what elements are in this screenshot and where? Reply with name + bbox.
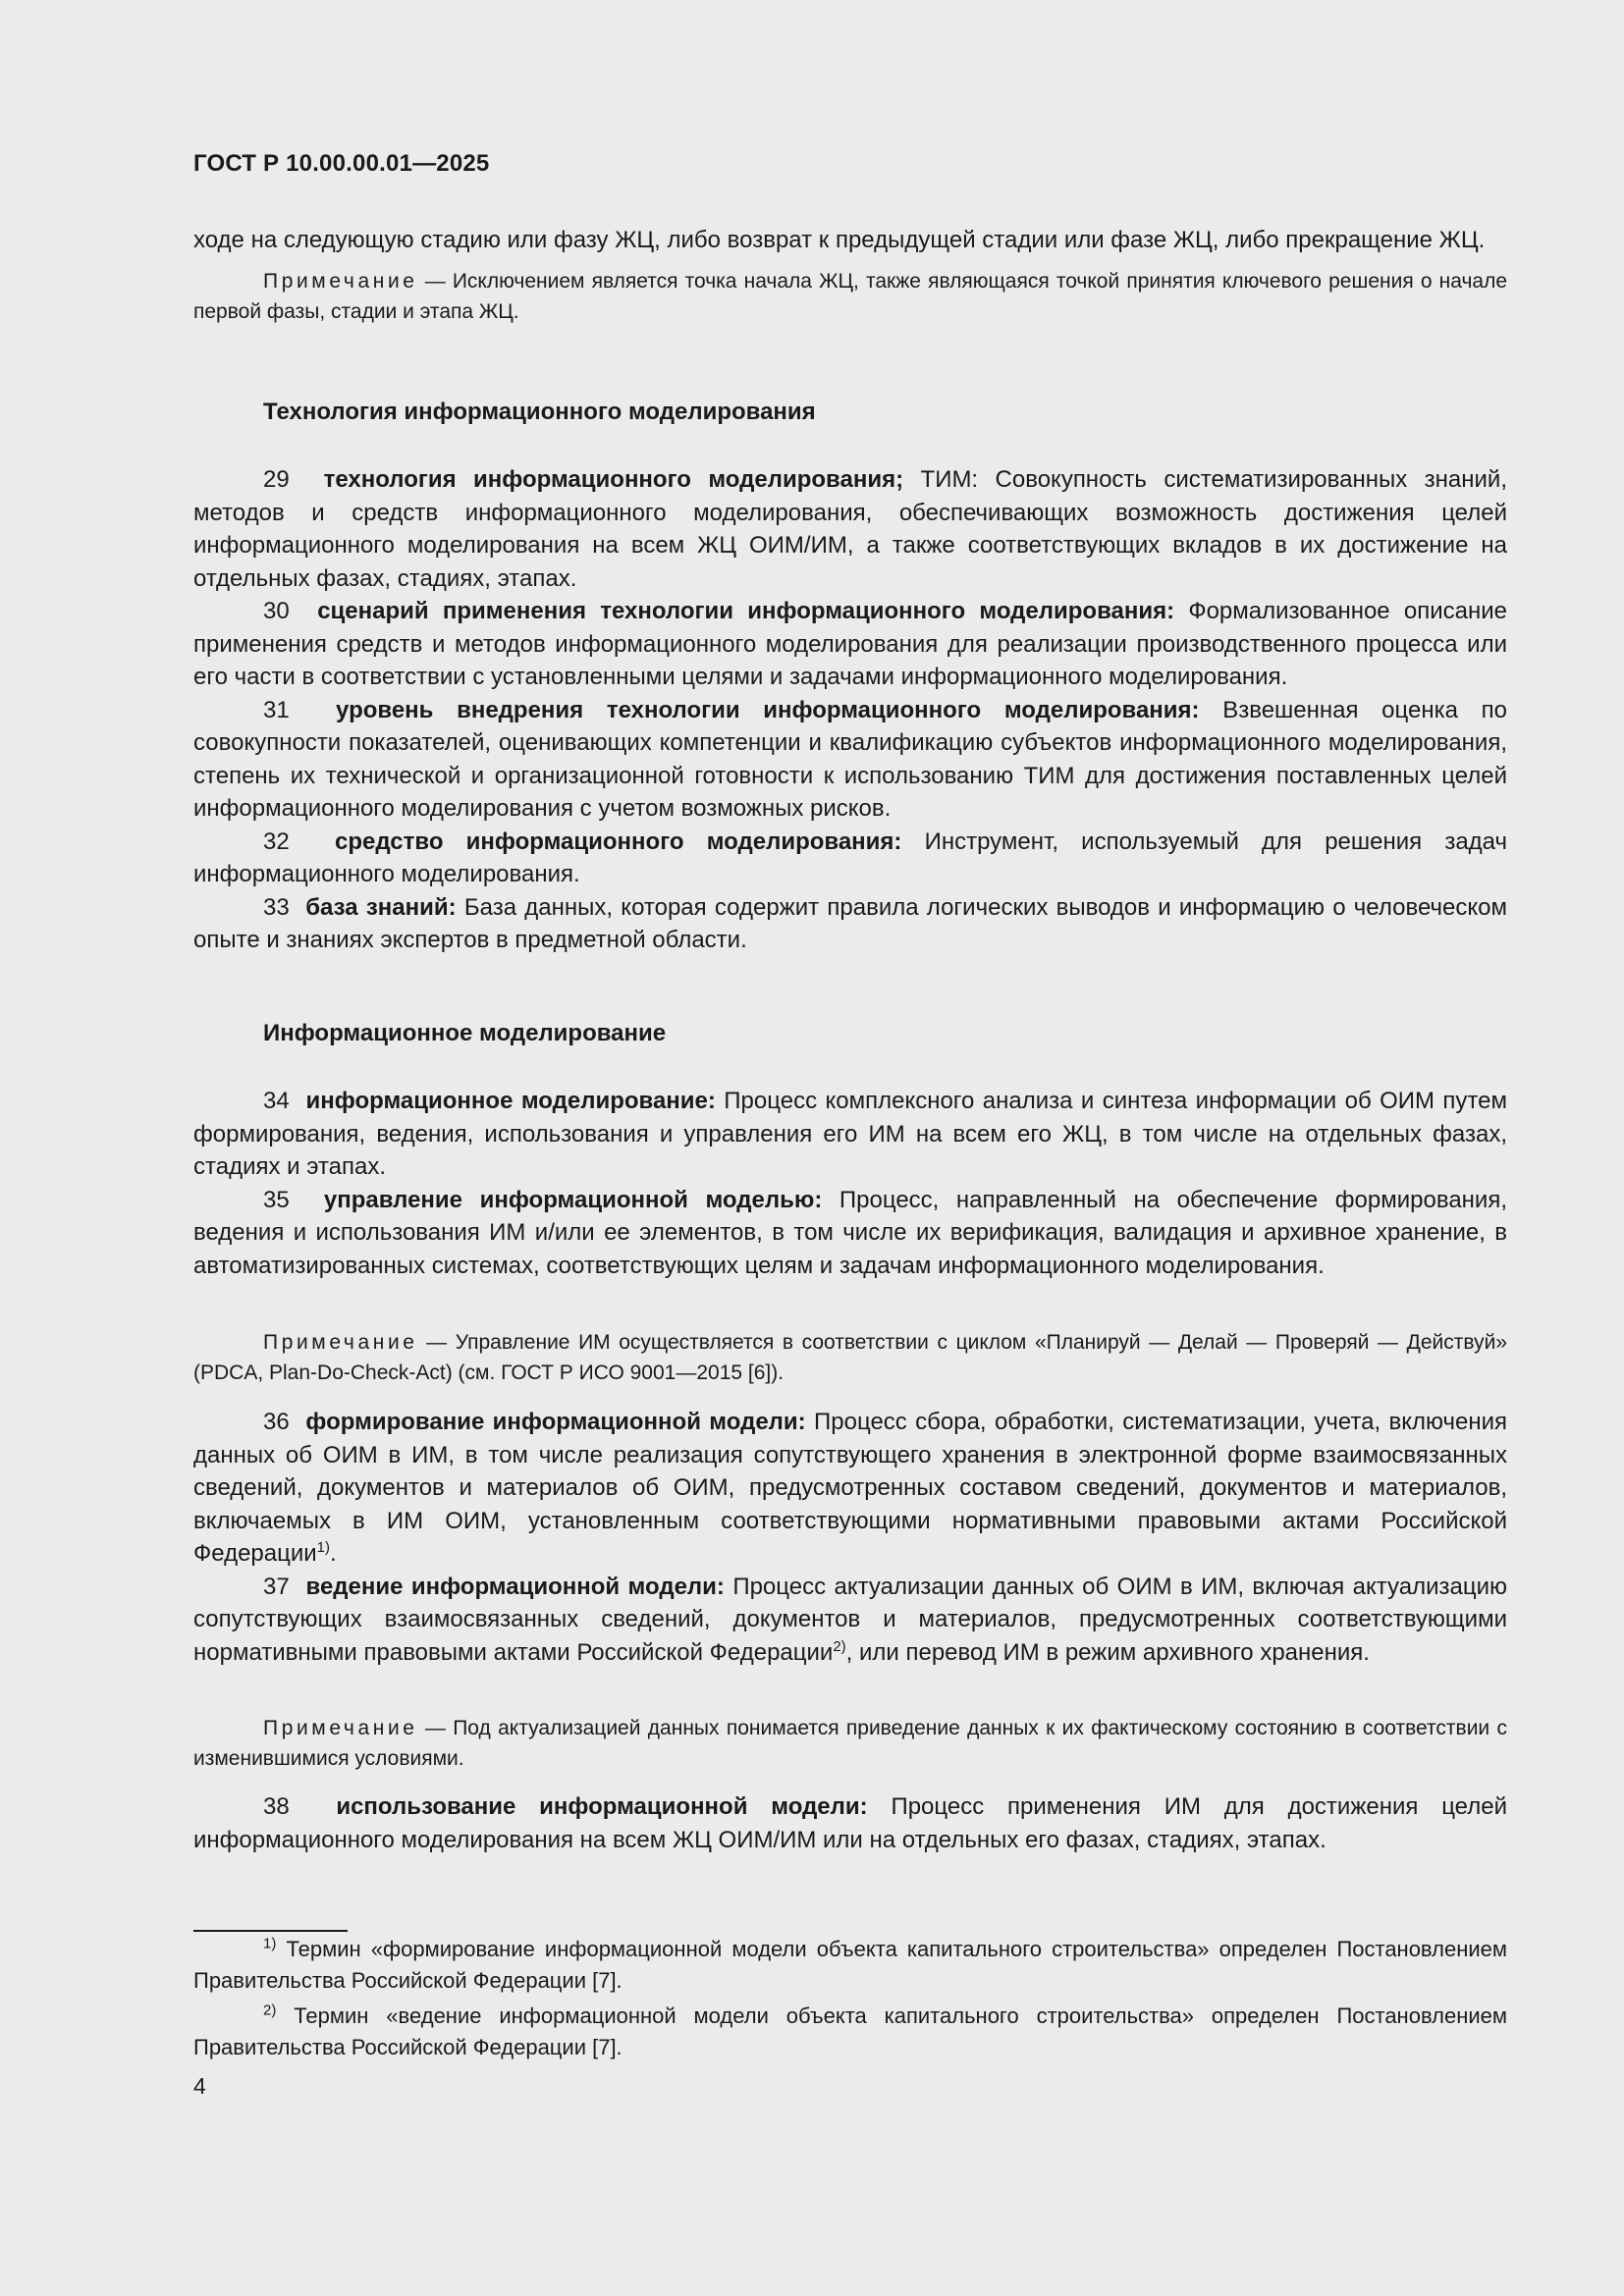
page-header-doc-id: ГОСТ Р 10.00.00.01—2025 xyxy=(193,150,490,177)
continuation-paragraph: ходе на следующую стадию или фазу ЖЦ, либо возврат к предыдущей стадии или фазе ЖЦ, либо прекращение ЖЦ. xyxy=(193,227,1486,253)
term-definition: Формализованное описание применения средств и методов информационного моделирования для реализации производственного процесса или его части в соответствии с установленными целями и задачами информационного моделирования. xyxy=(193,598,1507,690)
term-definition-tail: . xyxy=(330,1540,337,1567)
terms-29-33 xyxy=(193,463,1507,957)
terms-34-35 xyxy=(193,1085,1507,1282)
term-number: 37 xyxy=(263,1573,290,1600)
term-title: ведение информационной модели: xyxy=(305,1573,725,1600)
page-number: 4 xyxy=(193,2073,206,2099)
note-label: Примечание xyxy=(263,1717,418,1739)
footnote-ref: 1) xyxy=(316,1539,331,1556)
term-definition: ТИМ: Совокупность систематизированных знаний, методов и средств информационного моделирования, обеспечивающих возможность достижения целей информационного моделирования на всем ЖЦ ОИМ/ИМ, а также соответствующих вкладов в их достижение на отдельных фазах, стадиях, этапах. xyxy=(193,466,1508,592)
term-title: сценарий применения технологии информационного моделирования: xyxy=(317,598,1175,624)
terms-36-37 xyxy=(193,1406,1507,1669)
note-actualization xyxy=(193,1713,1507,1774)
note-pdca xyxy=(193,1327,1507,1388)
footnote-divider xyxy=(193,1930,348,1932)
term-title: база знаний: xyxy=(305,893,457,921)
footnote-mark: 1) xyxy=(263,1935,277,1952)
term-number: 34 xyxy=(263,1088,290,1114)
term-title: информационное моделирование: xyxy=(305,1088,716,1114)
term-34 xyxy=(193,1085,1507,1184)
note-label: Примечание xyxy=(263,1331,418,1354)
footnote-2 xyxy=(193,2001,1507,2063)
term-number: 29 xyxy=(263,466,290,493)
note-text: — Управление ИМ осуществляется в соответствии с циклом «Планируй — Делай — Проверяй — Действуй» (PDCA, Plan-Do-Check-Act) (см. ГОСТ Р ИСО 9001—2015 [6]). xyxy=(193,1331,1507,1384)
term-title: использование информационной модели: xyxy=(336,1793,868,1820)
term-33 xyxy=(193,891,1507,957)
term-32 xyxy=(193,826,1507,891)
term-title: управление информационной моделью: xyxy=(323,1186,823,1213)
term-38-block xyxy=(193,1790,1507,1856)
note-label: Примечание xyxy=(263,269,418,293)
term-title: уровень внедрения технологии информационного моделирования: xyxy=(336,696,1200,723)
footnote-ref: 2) xyxy=(833,1637,846,1655)
term-definition-tail: , или перевод ИМ в режим архивного хранения. xyxy=(845,1638,1370,1666)
term-definition: Инструмент, используемый для решения задач информационного моделирования. xyxy=(193,828,1507,887)
term-definition: Процесс комплексного анализа и синтеза информации об ОИМ путем формирования, ведения, использования и управления его ИМ на всем его ЖЦ, в том числе на отдельных фазах, стадиях и этапах. xyxy=(193,1088,1507,1180)
term-31 xyxy=(193,694,1507,826)
footnote-text: Термин «ведение информационной модели объекта капитального строительства» определен Постановлением Правительства Российской Федерации [7]. xyxy=(193,2003,1507,2059)
intro-block xyxy=(193,224,1507,327)
term-definition: Процесс сбора, обработки, систематизации, учета, включения данных об ОИМ в ИМ, в том числе реализация сопутствующего хранения в электронной форме взаимосвязанных сведений, документов и материалов об ОИМ, предусмотренных составом сведений, документов и материалов, включаемых в ИМ ОИМ, установленным соответствующими нормативными правовыми актами Российской Федерации xyxy=(193,1409,1507,1567)
term-35 xyxy=(193,1184,1507,1283)
term-number: 38 xyxy=(263,1793,290,1820)
term-definition: Процесс, направленный на обеспечение формирования, ведения и использования ИМ и/или ее элементов, в том числе их верификация, валидация и архивное хранение, в автоматизированных системах, соответствующих целям и задачам информационного моделирования. xyxy=(193,1186,1508,1279)
section-heading-im: Информационное моделирование xyxy=(263,1020,667,1046)
note-text: — Исключением является точка начала ЖЦ, также являющаяся точкой принятия ключевого решения о начале первой фазы, стадии и этапа ЖЦ. xyxy=(193,269,1507,323)
term-number: 30 xyxy=(263,598,290,624)
term-36 xyxy=(193,1406,1507,1571)
note-text: — Под актуализацией данных понимается приведение данных к их фактическому состоянию в соответствии с изменившимися условиями. xyxy=(193,1717,1507,1770)
footnotes xyxy=(193,1934,1507,2063)
term-number: 36 xyxy=(263,1409,290,1435)
note-actualization-text xyxy=(193,1713,1507,1774)
footnote-mark: 2) xyxy=(263,2002,277,2019)
term-30 xyxy=(193,595,1507,694)
term-definition: База данных, которая содержит правила логических выводов и информацию о человеческом опыте и знаниях экспертов в предметной области. xyxy=(193,893,1507,953)
footnote-text: Термин «формирование информационной модели объекта капитального строительства» определен Постановлением Правительства Российской Федерации [7]. xyxy=(193,1937,1507,1993)
term-title: формирование информационной модели: xyxy=(305,1409,806,1435)
footnote-1 xyxy=(193,1934,1507,1997)
term-number: 31 xyxy=(263,696,290,723)
note-intro xyxy=(193,266,1507,327)
term-definition: Процесс актуализации данных об ОИМ в ИМ, включая актуализацию сопутствующих взаимосвязанных сведений, документов и материалов, предусмотренных соответствующими нормативными правовыми актами Российской Федерации xyxy=(193,1573,1508,1666)
term-37 xyxy=(193,1571,1507,1670)
term-title: технология информационного моделирования; xyxy=(323,466,904,493)
term-title: средство информационного моделирования: xyxy=(335,828,902,855)
term-definition: Процесс применения ИМ для достижения целей информационного моделирования на всем ЖЦ ОИМ/ИМ или на отдельных его фазах, стадиях, этапах. xyxy=(193,1793,1507,1853)
term-38 xyxy=(193,1790,1507,1856)
term-number: 32 xyxy=(263,828,290,855)
term-definition: Взвешенная оценка по совокупности показателей, оценивающих компетенции и квалификацию субъектов информационного моделирования, степень их технической и организационной готовности к использованию ТИМ для достижения поставленных целей информационного моделирования с учетом возможных рисков. xyxy=(193,696,1507,822)
term-29 xyxy=(193,463,1507,595)
term-number: 33 xyxy=(263,893,290,921)
section-heading-tim: Технология информационного моделирования xyxy=(263,399,816,425)
term-number: 35 xyxy=(263,1186,290,1213)
document-page xyxy=(193,0,1507,2296)
note-pdca-text xyxy=(193,1327,1507,1388)
